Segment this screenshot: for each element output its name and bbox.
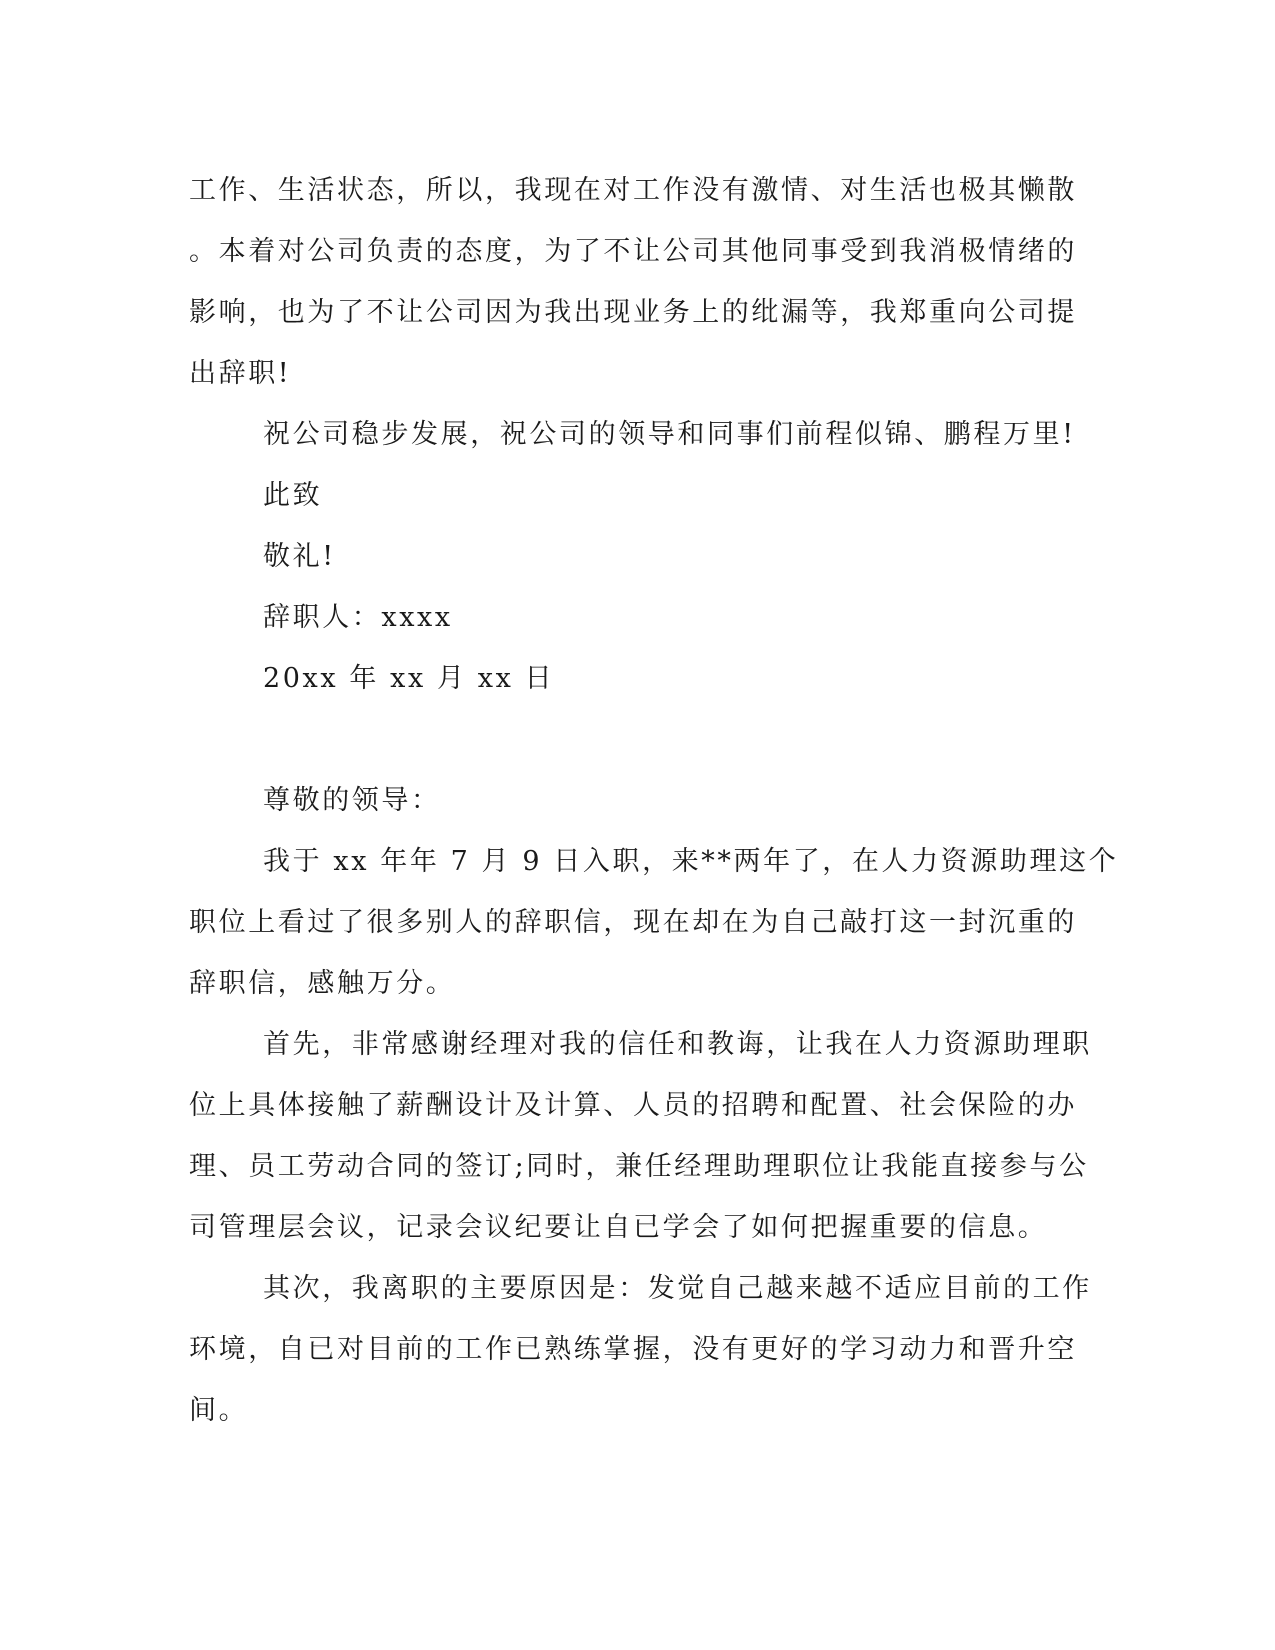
paragraph-line: 辞职信，感触万分。 [189, 968, 456, 999]
paragraph-line: 首先，非常感谢经理对我的信任和教诲，让我在人力资源助理职 [263, 1029, 1092, 1060]
letter-separator [189, 709, 1069, 770]
paragraph-line: 职位上看过了很多别人的辞职信，现在却在为自己敲打这一封沉重的 [189, 907, 1077, 938]
body-line: 影响，也为了不让公司因为我出现业务上的纰漏等，我郑重向公司提 [189, 297, 1077, 328]
body-line: 工作、生活状态，所以，我现在对工作没有激情、对生活也极其懒散 [189, 175, 1077, 206]
date-line: 20xx 年 xx 月 xx 日 [263, 663, 555, 694]
paragraph-line: 理、员工劳动合同的签订;同时，兼任经理助理职位让我能直接参与公 [189, 1151, 1089, 1182]
body-line: 。本着对公司负责的态度，为了不让公司其他同事受到我消极情绪的 [189, 236, 1077, 267]
letter-text [189, 160, 1119, 1441]
paragraph-line: 司管理层会议，记录会议纪要让自已学会了如何把握重要的信息。 [189, 1212, 1048, 1243]
body-line: 出辞职! [189, 358, 292, 389]
paragraph-line: 其次，我离职的主要原因是：发觉自己越来越不适应目前的工作 [263, 1273, 1092, 1304]
paragraph-line: 环境，自已对目前的工作已熟练掌握，没有更好的学习动力和晋升空 [189, 1334, 1077, 1365]
signer-line: 辞职人：xxxx [263, 602, 453, 633]
salutation: 尊敬的领导： [263, 785, 441, 816]
closing-line: 此致 [263, 480, 323, 511]
wish-line: 祝公司稳步发展，祝公司的领导和同事们前程似锦、鹏程万里! [263, 419, 1076, 450]
paragraph-line: 位上具体接触了薪酬设计及计算、人员的招聘和配置、社会保险的办 [189, 1090, 1077, 1121]
paragraph-line: 间。 [189, 1395, 249, 1426]
paragraph-line: 我于 xx 年年 7 月 9 日入职，来**两年了，在人力资源助理这个 [263, 846, 1119, 877]
closing-line: 敬礼! [263, 541, 336, 572]
